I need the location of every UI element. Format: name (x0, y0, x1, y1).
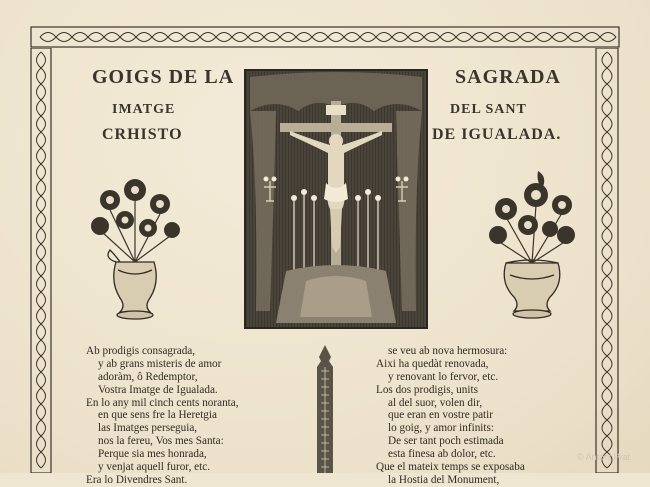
title-right-line-1: SAGRADA (455, 66, 561, 88)
verse-line: al del suor, volen dir, (388, 396, 483, 409)
verses-right-column (376, 345, 525, 487)
verse-line: Los dos prodigis, units (376, 383, 478, 396)
verse-line: Que el mateix temps se exposaba (376, 461, 525, 474)
verse-line: las Imatges perseguia, (98, 422, 198, 435)
verse-line: De ser tant poch estimada (388, 435, 504, 448)
title-left-line-1: GOIGS DE LA (92, 66, 235, 88)
verse-line: en que sens fre la Heretgia (98, 409, 217, 422)
watermark: © Antoni Prat (577, 452, 631, 462)
flower-vase-icon (476, 165, 586, 320)
title-left-line-3: CRHISTO (102, 126, 183, 143)
ornamental-column-icon (307, 345, 343, 473)
crucifix-engraving (244, 69, 428, 329)
verse-line: adoràm, ô Redemptor, (98, 370, 198, 383)
verse-line: y renovant lo fervor, etc. (388, 370, 499, 383)
verse-line: Era lo Divendres Sant. (86, 473, 188, 486)
verse-line: En lo any mil cinch cents noranta, (86, 396, 239, 409)
verse-line: y venjat aquell furor, etc. (98, 461, 211, 474)
verse-line: y ab grans misteris de amor (98, 357, 222, 370)
decorative-border-top (30, 26, 620, 48)
decorative-border-left (30, 48, 52, 473)
verse-line: Ab prodigis consagrada, (86, 345, 196, 357)
verses-left-column (86, 345, 239, 487)
verse-line: nos la fereu, Vos mes Santa: (98, 435, 224, 448)
verse-line: Perque sia mes honrada, (98, 448, 207, 461)
verse-line: lo goig, y amor infinits: (388, 422, 494, 435)
title-right-line-2: DEL SANT (450, 102, 527, 117)
flower-vase-icon (80, 170, 190, 320)
verse-line: se veu ab nova hermosura: (388, 345, 508, 357)
title-left-line-2: IMATGE (112, 102, 176, 117)
verse-line: esta finesa ab dolor, etc. (388, 448, 496, 461)
verse-line: Aixi ha quedàt renovada, (376, 357, 489, 370)
verse-line: que eran en vostre patir (388, 409, 493, 422)
verse-line: Vostra Imatge de Igualada. (98, 383, 218, 396)
title-right-line-3: DE IGUALADA. (432, 126, 562, 143)
decorative-border-right (594, 48, 620, 473)
verse-line: la Hostia del Monument, (388, 473, 500, 486)
